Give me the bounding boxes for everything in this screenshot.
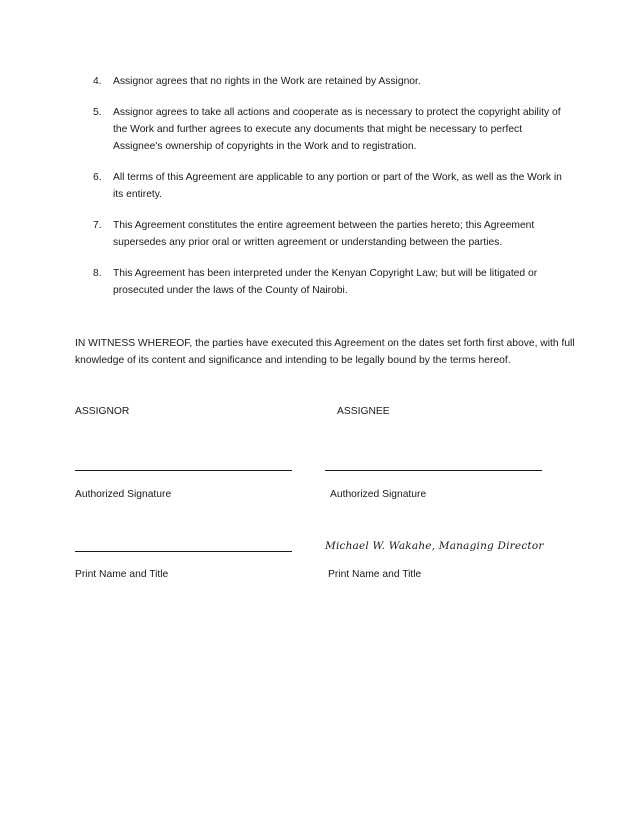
clause-number: 7. (93, 220, 102, 231)
clause-text: This Agreement has been interpreted under the Kenyan Copyright Law; but will be litigated or prosecuted under the laws of the County of Nairobi. (113, 268, 538, 296)
witness-paragraph: IN WITNESS WHEREOF, the parties have executed this Agreement on the dates set forth first above, with full knowledge of its content and significance and intending to be legally bound by the terms hereof. (75, 338, 575, 366)
clause-number: 5. (93, 107, 102, 118)
clause-number: 4. (93, 76, 102, 87)
clause-number: 6. (93, 172, 102, 183)
assignor-authorized-signature-label: Authorized Signature (75, 489, 172, 500)
clause-text: This Agreement constitutes the entire agreement between the parties hereto; this Agreement supersedes any prior oral or written agreement or understanding between the parties. (113, 220, 535, 248)
clause-text: All terms of this Agreement are applicable to any portion or part of the Work, as well as the Work in its entirety. (113, 172, 562, 200)
clause-text: Assignor agrees that no rights in the Work are retained by Assignor. (113, 76, 421, 87)
clause-item (0, 104, 573, 155)
clause-item (0, 73, 573, 90)
clause-text: Assignor agrees to take all actions and cooperate as is necessary to protect the copyright ability of the Work and further agrees to execute any documents that might be necessary to perfect Assignee's ownership of copyrights in the Work and to registration. (113, 107, 561, 152)
assignor-print-name-label: Print Name and Title (75, 569, 169, 580)
assignor-heading: ASSIGNOR (75, 406, 130, 417)
clause-item (0, 265, 573, 299)
assignor-signature-line (75, 470, 292, 471)
clause-item (0, 169, 573, 203)
assignee-heading: ASSIGNEE (337, 406, 390, 417)
assignee-print-name-label: Print Name and Title (328, 569, 422, 580)
assignor-print-name-line (75, 551, 292, 552)
assignee-printed-name: Michael W. Wakahe, Managing Director (325, 540, 544, 552)
clause-item (0, 217, 573, 251)
clause-list (0, 73, 638, 313)
clause-number: 8. (93, 268, 102, 279)
assignee-signature-line (325, 470, 542, 471)
assignee-authorized-signature-label: Authorized Signature (330, 489, 427, 500)
